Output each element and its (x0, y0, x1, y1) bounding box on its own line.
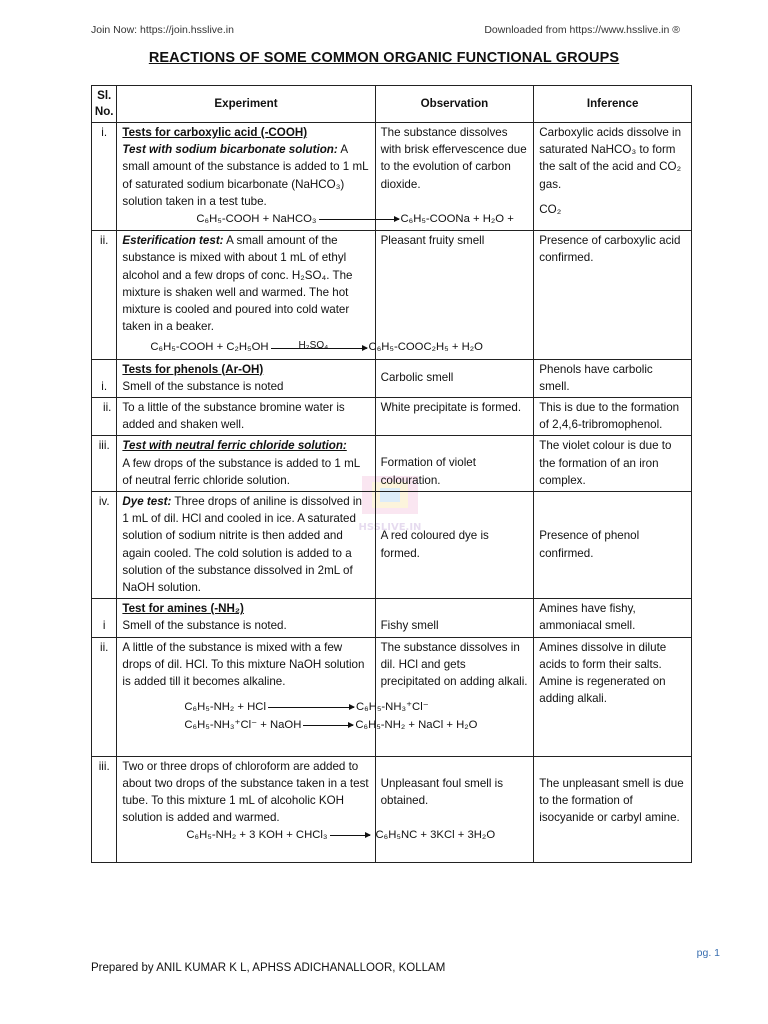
experiment-text: Three drops of aniline is dissolved in 1 mL of dil. HCl and cooled in ice. A saturated solution of sodium nitrite is then added and again cooled. The cold solution is added to a solution of the substance dissolved in 2mL of NaOH solution. (122, 495, 362, 595)
observation-cell: The substance dissolves in dil. HCl and gets precipitated on adding alkali. (375, 637, 534, 756)
inference-cell: Phenols have carbolic smell. (534, 359, 692, 397)
inference-cell (534, 756, 692, 862)
reaction-arrow (271, 339, 367, 351)
test-name: Test with sodium bicarbonate solution: (122, 143, 338, 157)
experiment-cell (117, 492, 375, 599)
inference-text: The unpleasant smell is due to the formation of isocyanide or carbyl amine. (539, 776, 684, 825)
equation-reactants: C₆H₅-COOH + C₂H₅OH (150, 341, 269, 354)
section-heading-phenols: Tests for phenols (Ar-OH) (122, 362, 264, 376)
observation-text: Unpleasant foul smell is obtained. (380, 776, 504, 807)
observation-cell (375, 436, 534, 492)
test-name: Esterification test: (122, 234, 224, 248)
inference-cell: This is due to the formation of 2,4,6-tribromophenol. (534, 398, 692, 436)
col-header-observation: Observation (375, 86, 534, 123)
reaction-equation-1 (184, 699, 584, 716)
reactions-table (91, 85, 692, 863)
reaction-equation (196, 211, 636, 228)
header-join-link[interactable]: Join Now: https://join.hsslive.in (91, 24, 234, 36)
experiment-cell (117, 359, 375, 397)
observation-cell: Fishy smell (375, 599, 534, 637)
header-download-source[interactable]: Downloaded from https://www.hsslive.in ® (484, 24, 680, 36)
equation-reactants: C₆H₅-NH₂ + 3 KOH + CHCl₃ (186, 828, 328, 841)
inference-cell: Presence of carboxylic acid confirmed. (534, 231, 692, 359)
experiment-text: A few drops of the substance is added to 1 mL of neutral ferric chloride solution. (122, 456, 360, 487)
equation-reactants: C₆H₅-COOH + NaHCO₃ (196, 213, 317, 226)
sl-no: i. (92, 359, 117, 397)
inference-cell: Presence of phenol confirmed. (534, 492, 692, 599)
table-row (92, 637, 692, 756)
test-name: Test with neutral ferric chloride solution: (122, 439, 347, 453)
footer-credit: Prepared by ANIL KUMAR K L, APHSS ADICHANALLOOR, KOLLAM (91, 962, 446, 974)
sl-no: ii. (92, 398, 117, 436)
reaction-arrow (319, 219, 399, 220)
reaction-arrow (268, 707, 354, 708)
table-row (92, 492, 692, 599)
reaction-arrow (303, 725, 353, 726)
reaction-equation-2 (184, 717, 584, 734)
experiment-text: Two or three drops of chloroform are added to about two drops of the substance taken in a test tube. To this mixture 1 mL of alcoholic KOH solution is added and warmed. (122, 759, 369, 825)
table-row (92, 359, 692, 397)
sl-no: i (92, 599, 117, 637)
experiment-cell: To a little of the substance bromine water is added and shaken well. (117, 398, 375, 436)
observation-cell: Pleasant fruity smell (375, 231, 534, 359)
inference-text: Carboxylic acids dissolve in saturated NaHCO₃ to form the salt of the acid and CO₂ gas. (539, 126, 682, 191)
equation-products: C₆H₅NC + 3KCl + 3H₂O (375, 828, 496, 841)
catalyst-label: H₂SO₄ (298, 339, 329, 351)
observation-cell: A red coloured dye is formed. (375, 492, 534, 599)
sl-no: iv. (92, 492, 117, 599)
observation-cell: The substance dissolves with brisk effervescence due to the evolution of carbon dioxide. (375, 123, 534, 231)
page-number: pg. 1 (696, 947, 720, 959)
col-header-sl-no: Sl. No. (92, 86, 117, 123)
experiment-text: A little of the substance is mixed with a few drops of dil. HCl. To this mixture NaOH solution is added till it becomes alkaline. (122, 640, 365, 689)
col-header-experiment: Experiment (117, 86, 375, 123)
inference-cell: Amines dissolve in dilute acids to form their salts. Amine is regenerated on adding alkali. (534, 637, 692, 756)
test-name: Dye test: (122, 495, 172, 509)
observation-cell (375, 756, 534, 862)
inference-cell: The violet colour is due to the formation of an iron complex. (534, 436, 692, 492)
reaction-equation (150, 339, 590, 356)
observation-cell: White precipitate is formed. (375, 398, 534, 436)
section-heading-carboxylic: Tests for carboxylic acid (-COOH) (122, 126, 308, 139)
table-row (92, 123, 692, 231)
reaction-arrow (330, 835, 370, 836)
section-heading-amines: Test for amines (-NH₂) (122, 602, 244, 616)
watermark-text: HSSLIVE.IN (358, 522, 422, 533)
equation-products: C₆H₅-COOC₂H₅ + H₂O (368, 341, 483, 354)
table-row (92, 398, 692, 436)
observation-text: Formation of violet colouration. (380, 456, 476, 487)
sl-no: ii. (92, 231, 117, 359)
experiment-text: A small amount of the substance is mixed with about 1 mL of ethyl alcohol and a few drops of conc. H₂SO₄. The mixture is shaken well and warmed. The hot mixture is cooled and poured into cold water taken in a beaker. (122, 234, 353, 334)
equation-product-co2: CO₂ (539, 202, 562, 216)
table-row (92, 231, 692, 359)
experiment-text: Smell of the substance is noted. (122, 619, 287, 633)
table-row (92, 756, 692, 862)
page-title: REACTIONS OF SOME COMMON ORGANIC FUNCTIONAL GROUPS (148, 50, 620, 66)
inference-cell: Amines have fishy, ammoniacal smell. (534, 599, 692, 637)
equation-products: C₆H₅-NH₂ + NaCl + H₂O (355, 718, 478, 731)
equation-products: C₆H₅-COONa + H₂O + (400, 213, 514, 226)
equation-reactants: C₆H₅-NH₂ + HCl (184, 701, 266, 714)
equation-reactants: C₆H₅-NH₃⁺Cl⁻ + NaOH (184, 718, 302, 731)
experiment-cell (117, 436, 375, 492)
sl-no: i. (92, 123, 117, 231)
reaction-equation (186, 827, 586, 844)
col-header-inference: Inference (534, 86, 692, 123)
table-row (92, 599, 692, 637)
observation-cell: Carbolic smell (375, 359, 534, 397)
experiment-text: A small amount of the substance is added to 1 mL of saturated sodium bicarbonate (NaHCO₃) solution taken in a test tube. (122, 143, 369, 208)
table-row (92, 436, 692, 492)
table-header-row (92, 86, 692, 123)
sl-no: iii. (92, 756, 117, 862)
experiment-text: Smell of the substance is noted (122, 379, 284, 393)
sl-no: ii. (92, 637, 117, 756)
experiment-cell (117, 599, 375, 637)
sl-no: iii. (92, 436, 117, 492)
equation-products: C₆H₅-NH₃⁺Cl⁻ (355, 701, 429, 714)
